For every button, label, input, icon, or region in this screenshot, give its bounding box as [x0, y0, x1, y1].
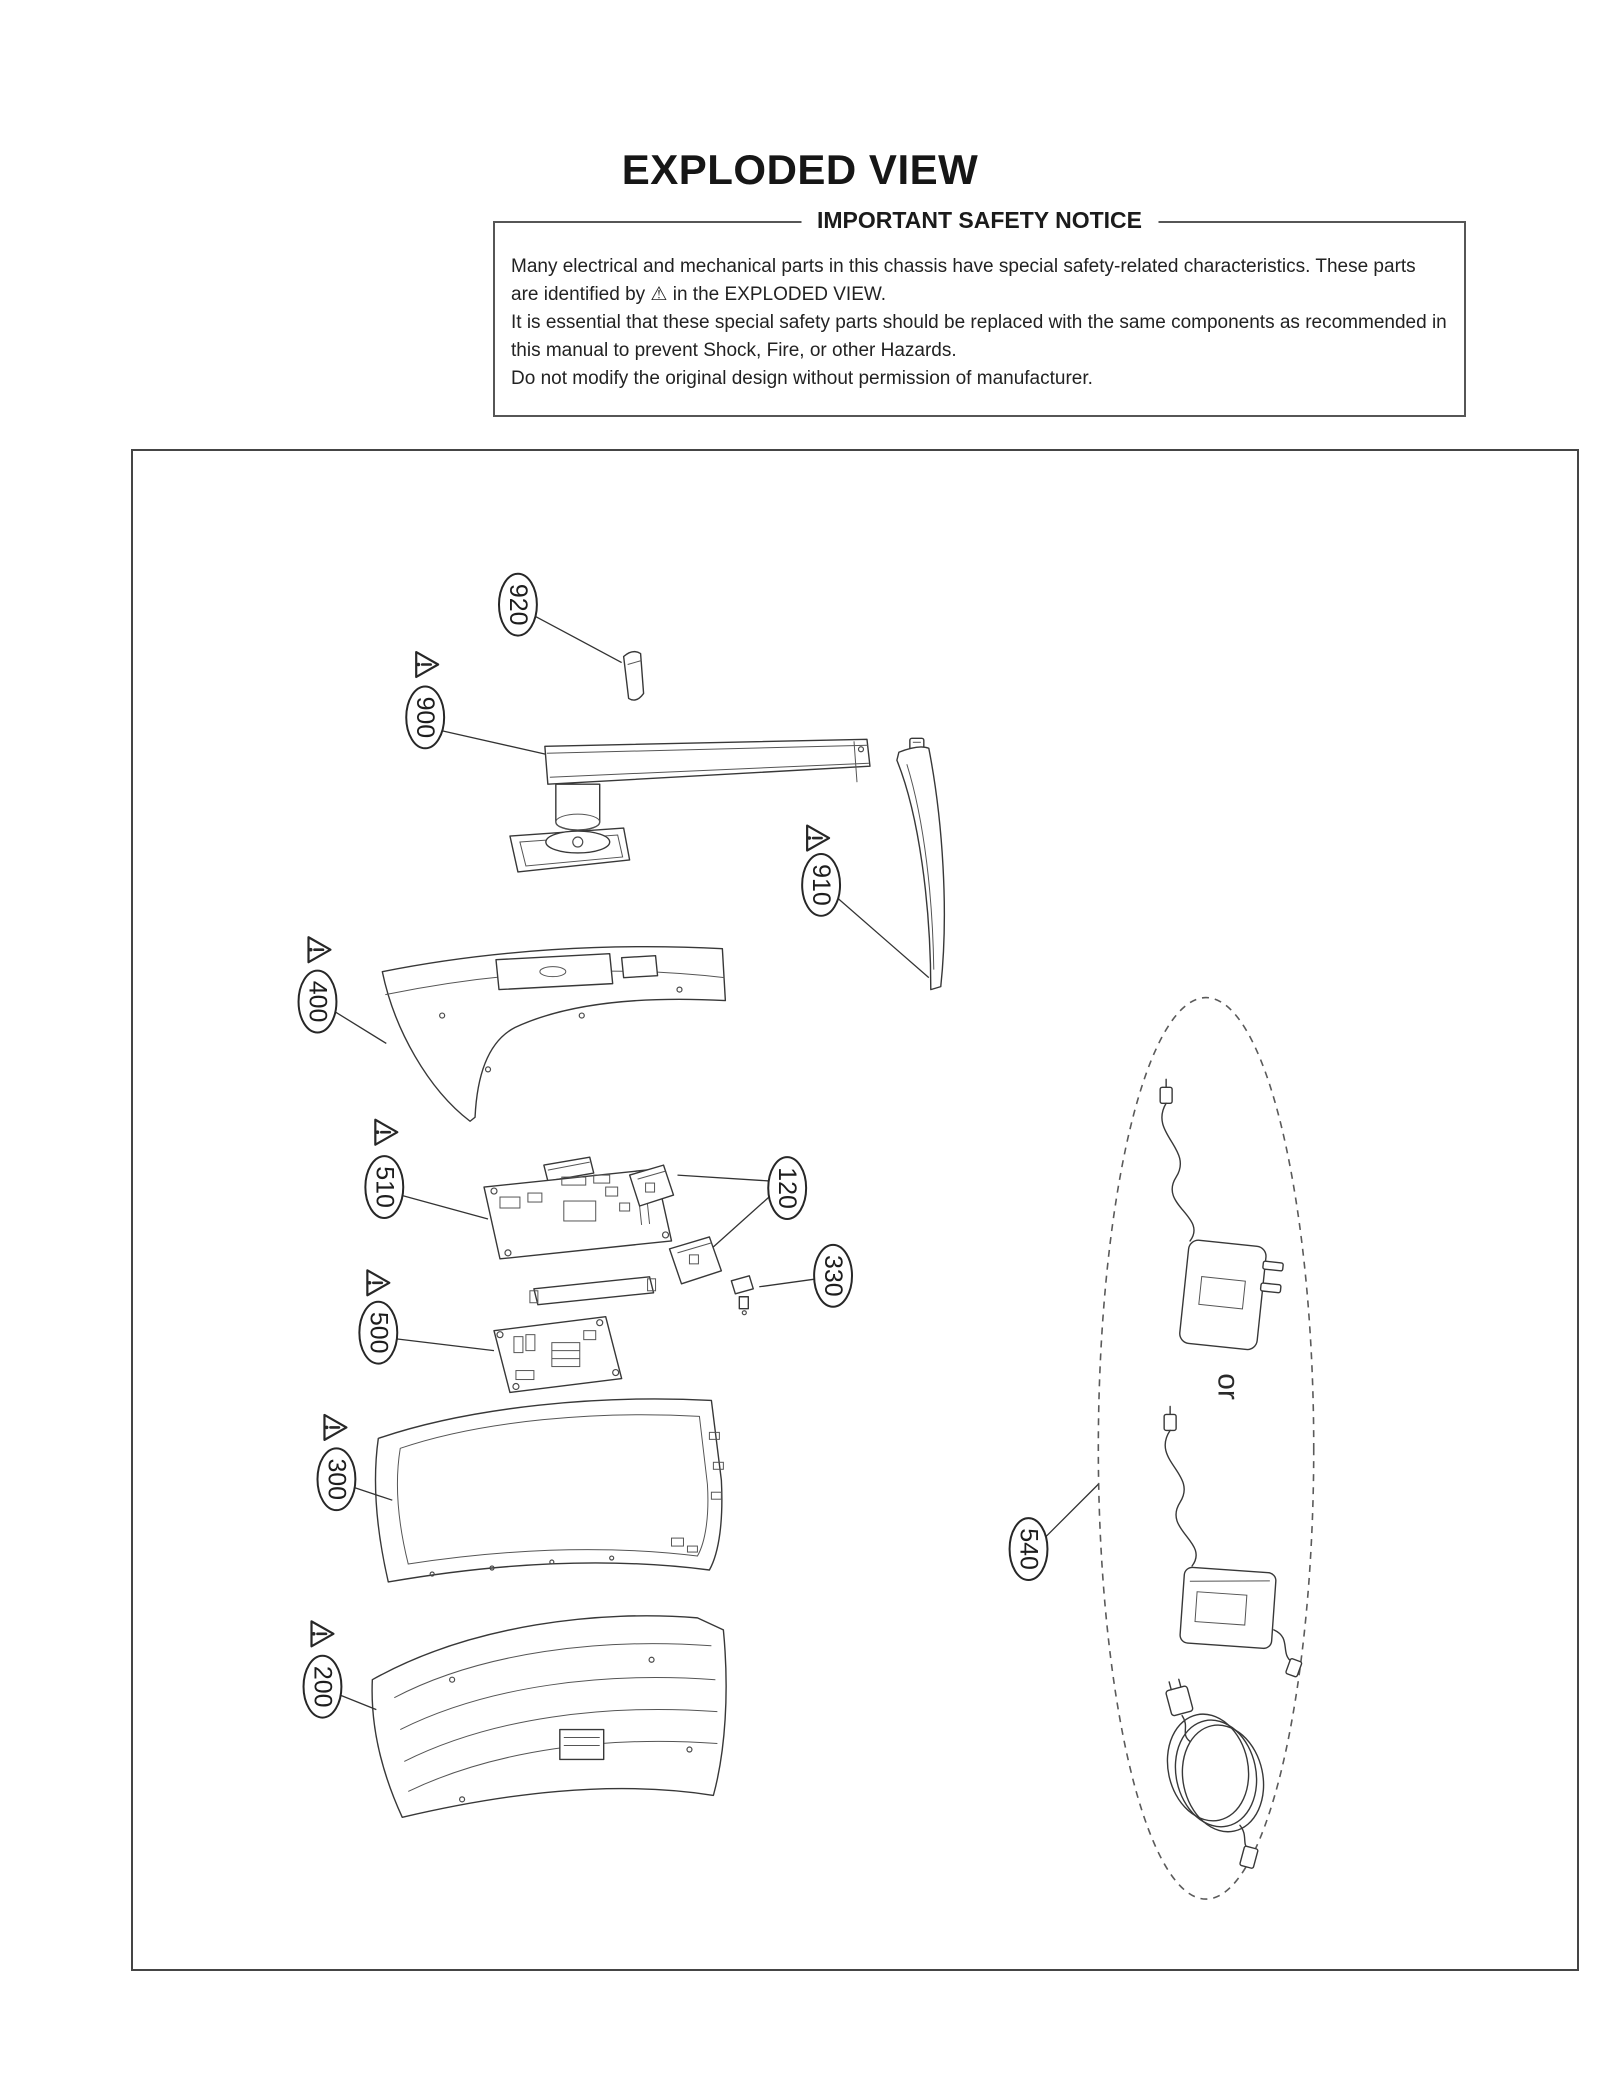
or-label: or: [1211, 1373, 1245, 1400]
safety-notice-paragraph-2: It is essential that these special safety parts should be replaced with the same components as recommended in this manual to prevent Shock, Fire, or other Hazards.: [511, 312, 1447, 361]
callout-900: [406, 652, 546, 754]
warning-triangle-icon: [807, 826, 829, 851]
callout-300-label: 300: [322, 1458, 351, 1501]
part-920-hinge-cover: [624, 652, 644, 700]
callout-500-label: 500: [364, 1311, 393, 1354]
warning-triangle-icon: [309, 937, 331, 962]
callout-920-label: 920: [503, 583, 532, 626]
callout-330-label: 330: [819, 1255, 848, 1297]
safety-notice-paragraph-3: Do not modify the original design without permission of manufacturer.: [511, 368, 1093, 389]
warning-triangle-icon: [312, 1621, 334, 1646]
warning-triangle-icon: [375, 1120, 397, 1145]
safety-notice-heading: IMPORTANT SAFETY NOTICE: [801, 207, 1158, 234]
callout-400-label: 400: [303, 980, 332, 1023]
warning-triangle-icon: [324, 1415, 346, 1440]
part-400-rear-cover: [382, 947, 725, 1122]
safety-notice-box: [493, 207, 1466, 417]
warning-triangle-icon: [416, 652, 438, 677]
callout-200: [304, 1621, 377, 1717]
part-300-middle-frame: [376, 1399, 724, 1582]
callout-920: [499, 574, 622, 663]
warning-triangle-icon: [367, 1270, 389, 1295]
power-cord: [1158, 1678, 1273, 1869]
safety-notice-body: [495, 223, 1464, 393]
callout-900-label: 900: [411, 696, 440, 739]
part-200-front-module: [372, 1616, 726, 1818]
part-330-clip: [731, 1276, 753, 1315]
power-adapter-1: [1160, 1079, 1285, 1352]
accessory-group-outline: [1098, 998, 1313, 1900]
callout-500: [359, 1270, 494, 1363]
callout-510-label: 510: [370, 1166, 399, 1208]
callout-910-label: 910: [807, 864, 836, 906]
callout-120: [677, 1157, 806, 1247]
accessory-540-group: [1098, 998, 1313, 1900]
exploded-view-diagram: [131, 449, 1579, 1971]
part-500-power-board: [494, 1317, 622, 1393]
power-adapter-2: [1164, 1406, 1302, 1677]
callout-510: [365, 1120, 488, 1219]
part-900-stand-assembly: [510, 739, 870, 872]
callout-910: [802, 826, 929, 978]
callout-120-label: 120: [773, 1167, 802, 1209]
page-title: EXPLODED VIEW: [621, 146, 979, 193]
callout-200-label: 200: [308, 1665, 337, 1708]
part-910-stand-leg: [897, 738, 944, 989]
safety-notice-paragraph-1: Many electrical and mechanical parts in this chassis have special safety-related characteristics. These parts are identified by ⚠ in the EXPLODED VIEW.: [511, 256, 1416, 305]
callout-330: [759, 1245, 852, 1307]
exploded-view-svg: [133, 451, 1577, 1969]
callout-540-label: 540: [1014, 1528, 1043, 1570]
callout-400: [299, 937, 387, 1043]
callout-540: [1010, 1484, 1099, 1580]
